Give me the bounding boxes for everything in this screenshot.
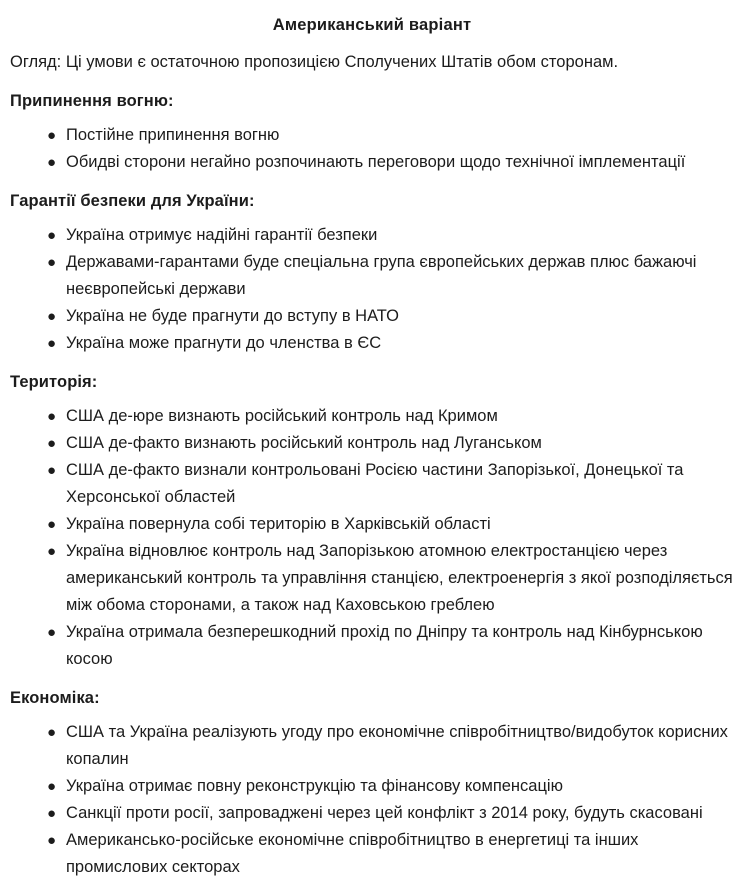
bullet-text bbox=[66, 457, 744, 511]
list-item bbox=[10, 719, 744, 773]
section-heading: Гарантії безпеки для України: bbox=[10, 192, 255, 210]
list-item bbox=[10, 430, 744, 457]
bullet-text bbox=[66, 222, 744, 249]
bullet-list bbox=[10, 222, 744, 357]
bullet-text bbox=[66, 249, 744, 303]
bullet-line: США та Україна реалізують угоду про економічне співробітництво/видобуток корисних bbox=[66, 723, 728, 741]
bullet-line: американський контроль та управління станцією, електроенергія з якої розподіляється bbox=[66, 569, 733, 587]
section-heading: Економіка: bbox=[10, 689, 100, 707]
list-item bbox=[10, 330, 744, 357]
bullet-text bbox=[66, 122, 744, 149]
bullet-text bbox=[66, 303, 744, 330]
bullet-text bbox=[66, 773, 744, 800]
bullet-icon: ● bbox=[47, 724, 57, 741]
bullet-icon: ● bbox=[47, 254, 57, 271]
bullet-icon: ● bbox=[47, 154, 57, 171]
bullet-line: Україна може прагнути до членства в ЄС bbox=[66, 334, 382, 352]
list-item bbox=[10, 773, 744, 800]
bullet-text bbox=[66, 619, 744, 673]
bullet-icon: ● bbox=[47, 408, 57, 425]
bullet-line: Державами-гарантами буде спеціальна група європейських держав плюс бажаючі bbox=[66, 253, 697, 271]
bullet-line: США де-факто визнають російський контроль над Луганськом bbox=[66, 434, 542, 452]
bullet-icon: ● bbox=[47, 516, 57, 533]
bullet-text bbox=[66, 538, 744, 619]
bullet-icon: ● bbox=[47, 435, 57, 452]
bullet-text bbox=[66, 800, 744, 827]
bullet-line: промислових секторах bbox=[66, 858, 240, 876]
bullet-line: Україна не буде прагнути до вступу в НАТО bbox=[66, 307, 399, 325]
bullet-text bbox=[66, 511, 744, 538]
bullet-line: Україна отримала безперешкодний прохід по Дніпру та контроль над Кінбурнською bbox=[66, 623, 703, 641]
bullet-line: неєвропейські держави bbox=[66, 280, 246, 298]
list-item bbox=[10, 511, 744, 538]
bullet-icon: ● bbox=[47, 778, 57, 795]
list-item bbox=[10, 249, 744, 303]
list-item bbox=[10, 457, 744, 511]
bullet-text bbox=[66, 719, 744, 773]
list-item bbox=[10, 122, 744, 149]
bullet-line: Санкції проти росії, запроваджені через цей конфлікт з 2014 року, будуть скасовані bbox=[66, 804, 703, 822]
bullet-text bbox=[66, 330, 744, 357]
bullet-line: Постійне припинення вогню bbox=[66, 126, 280, 144]
bullet-icon: ● bbox=[47, 462, 57, 479]
bullet-icon: ● bbox=[47, 624, 57, 641]
overview-text: Огляд: Ці умови є остаточною пропозицією Сполучених Штатів обом сторонам. bbox=[10, 53, 619, 71]
bullet-line: США де-юре визнають російський контроль над Кримом bbox=[66, 407, 498, 425]
bullet-list bbox=[10, 719, 744, 881]
list-item bbox=[10, 827, 744, 881]
bullet-line: Україна отримає повну реконструкцію та фінансову компенсацію bbox=[66, 777, 563, 795]
bullet-line: Україна повернула собі територію в Харківській області bbox=[66, 515, 491, 533]
bullet-list bbox=[10, 403, 744, 673]
bullet-icon: ● bbox=[47, 227, 57, 244]
bullet-line: США де-факто визнали контрольовані Росією частини Запорізької, Донецької та bbox=[66, 461, 684, 479]
bullet-text bbox=[66, 430, 744, 457]
bullet-text bbox=[66, 149, 744, 176]
bullet-line: копалин bbox=[66, 750, 129, 768]
bullet-icon: ● bbox=[47, 335, 57, 352]
bullet-text bbox=[66, 403, 744, 430]
bullet-line: Американсько-російське економічне співробітництво в енергетиці та інших bbox=[66, 831, 639, 849]
bullet-icon: ● bbox=[47, 308, 57, 325]
section-heading: Територія: bbox=[10, 373, 98, 391]
list-item bbox=[10, 538, 744, 619]
bullet-icon: ● bbox=[47, 805, 57, 822]
bullet-line: Обидві сторони негайно розпочинають переговори щодо технічної імплементації bbox=[66, 153, 686, 171]
page-title: Американський варіант bbox=[272, 16, 472, 34]
list-item bbox=[10, 303, 744, 330]
bullet-line: між обома сторонами, а також над Каховською греблею bbox=[66, 596, 495, 614]
bullet-icon: ● bbox=[47, 832, 57, 849]
bullet-line: Україна отримує надійні гарантії безпеки bbox=[66, 226, 378, 244]
bullet-list bbox=[10, 122, 744, 176]
list-item bbox=[10, 222, 744, 249]
section-heading: Припинення вогню: bbox=[10, 92, 174, 110]
list-item bbox=[10, 149, 744, 176]
bullet-icon: ● bbox=[47, 543, 57, 560]
sections bbox=[10, 88, 744, 881]
bullet-text bbox=[66, 827, 744, 881]
bullet-icon: ● bbox=[47, 127, 57, 144]
list-item bbox=[10, 800, 744, 827]
list-item bbox=[10, 619, 744, 673]
bullet-line: косою bbox=[66, 650, 113, 668]
bullet-line: Україна відновлює контроль над Запорізькою атомною електростанцією через bbox=[66, 542, 668, 560]
bullet-line: Херсонської областей bbox=[66, 488, 236, 506]
list-item bbox=[10, 403, 744, 430]
